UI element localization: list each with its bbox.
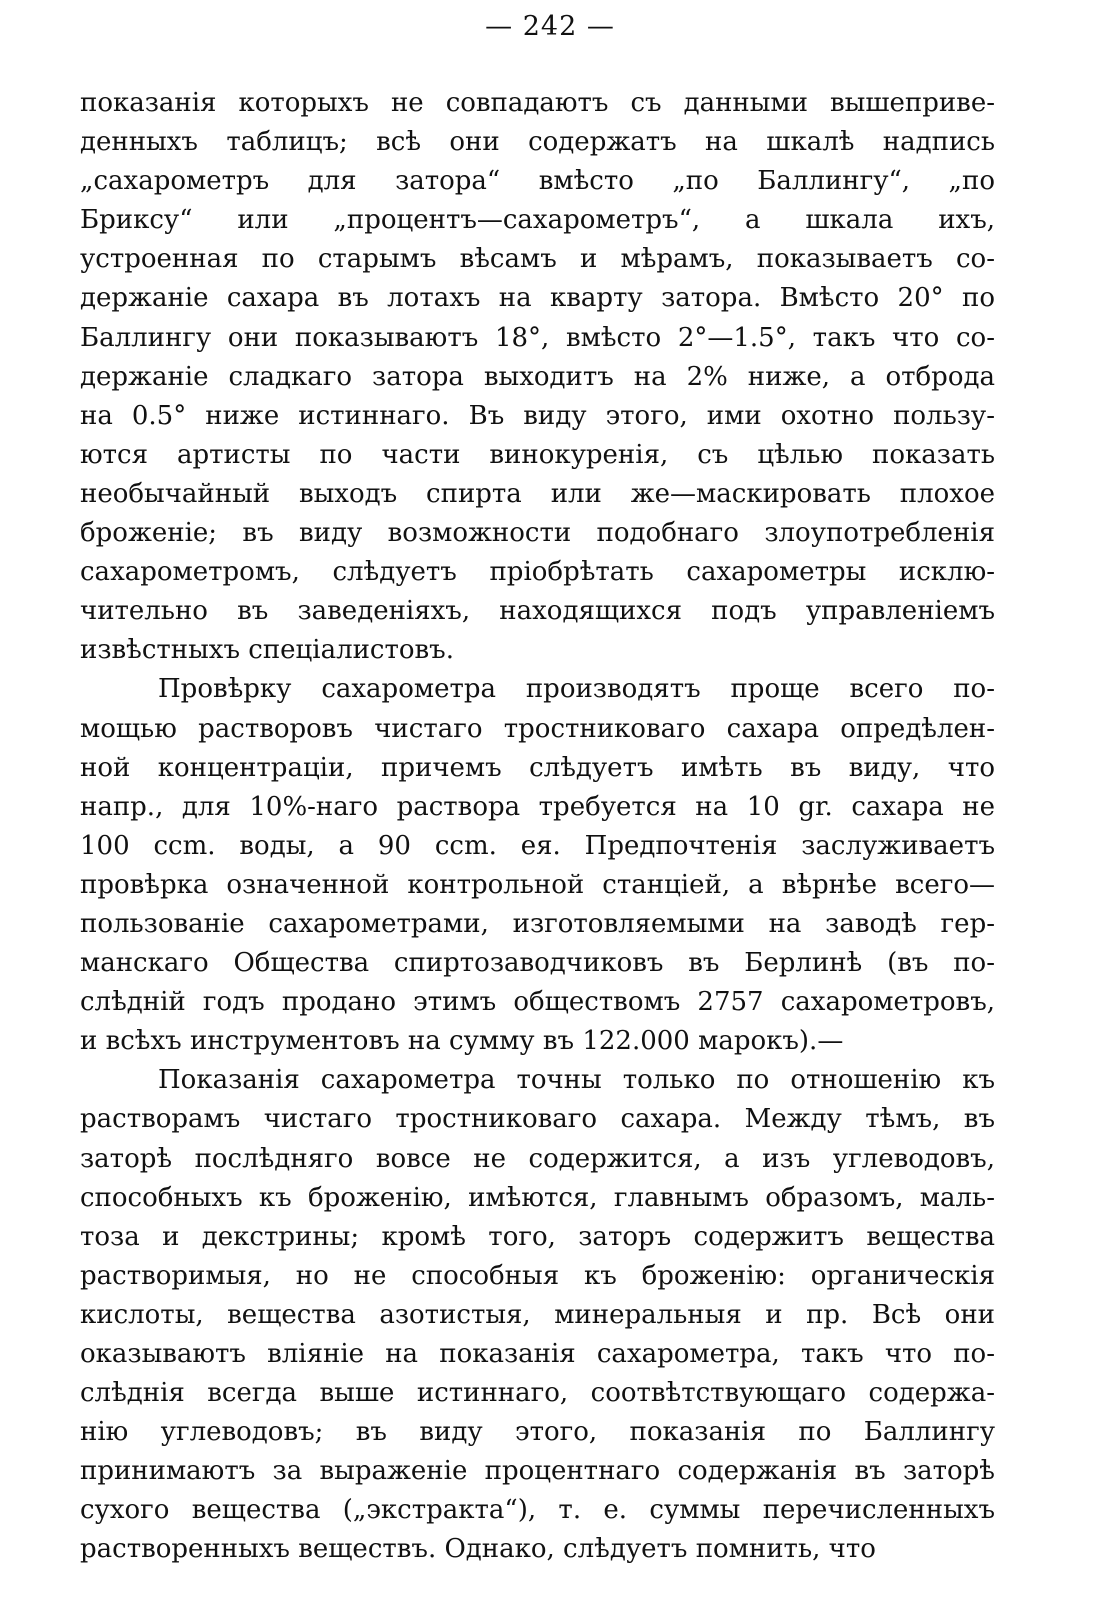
text-line: чительно въ заведеніяхъ, находящихся подъ управленіемъ <box>80 596 995 627</box>
text-line: кислоты, вещества азотистыя, минеральныя и пр. Всѣ они <box>80 1299 995 1330</box>
text-line: способныхъ къ броженію, имѣются, главнымъ образомъ, маль- <box>80 1182 995 1213</box>
text-line: слѣднія всегда выше истиннаго, соотвѣтствующаго содержа- <box>80 1378 995 1409</box>
text-line: сухого вещества („экстракта“), т. е. суммы перечисленныхъ <box>80 1495 995 1526</box>
text-line: Показанія сахарометра точны только по отношенію къ <box>158 1065 995 1096</box>
text-line: растворамъ чистаго тростниковаго сахара. Между тѣмъ, въ <box>80 1104 995 1135</box>
text-line: броженіе; въ виду возможности подобнаго злоупотребленія <box>80 518 995 549</box>
text-line: и всѣхъ инструментовъ на сумму въ 122.000 марокъ).— <box>80 1026 844 1057</box>
text-line: нію углеводовъ; въ виду этого, показанія по Баллингу <box>80 1417 995 1448</box>
text-line: показанія которыхъ не совпадаютъ съ данными вышеприве- <box>80 88 995 118</box>
text-line: Баллингу они показываютъ 18°, вмѣсто 2°—1.5°, такъ что со- <box>80 322 995 353</box>
text-line: провѣрка означенной контрольной станціей, а вѣрнѣе всего— <box>80 869 995 900</box>
text-line: извѣстныхъ спеціалистовъ. <box>80 635 454 666</box>
text-line: тоза и декстрины; кромѣ того, заторъ содержитъ вещества <box>80 1221 995 1252</box>
paragraph-2 <box>80 670 995 1061</box>
paragraph-1 <box>80 84 995 670</box>
page-number: — 242 — <box>485 11 615 42</box>
text-line: на 0.5° ниже истиннаго. Въ виду этого, ими охотно пользу- <box>80 400 995 431</box>
text-line: мощью растворовъ чистаго тростниковаго сахара опредѣлен- <box>80 713 995 744</box>
text-line: денныхъ таблицъ; всѣ они содержатъ на шкалѣ надпись <box>80 127 995 158</box>
text-line: сахарометромъ, слѣдуетъ пріобрѣтать сахарометры исклю- <box>80 557 995 588</box>
text-line: 100 ccm. воды, а 90 ccm. ея. Предпочтенія заслуживаетъ <box>80 830 995 861</box>
text-line: Провѣрку сахарометра производятъ проще всего по- <box>158 674 995 705</box>
text-line: „сахарометръ для затора“ вмѣсто „по Баллингу“, „по <box>80 166 995 197</box>
text-line: Бриксу“ или „процентъ—сахарометръ“, а шкала ихъ, <box>80 205 995 236</box>
body-text <box>80 84 995 1570</box>
text-line: растворенныхъ веществъ. Однако, слѣдуетъ помнить, что <box>80 1534 876 1565</box>
text-line: пользованіе сахарометрами, изготовляемыми на заводѣ гер- <box>80 908 995 939</box>
text-line: устроенная по старымъ вѣсамъ и мѣрамъ, показываетъ со- <box>80 244 995 275</box>
text-line: растворимыя, но не способныя къ броженію: органическія <box>80 1260 995 1291</box>
text-line: оказываютъ вліяніе на показанія сахарометра, такъ что по- <box>80 1339 995 1369</box>
text-line: манскаго Общества спиртозаводчиковъ въ Берлинѣ (въ по- <box>80 948 995 979</box>
text-line: напр., для 10%-наго раствора требуется на 10 gr. сахара не <box>80 791 995 822</box>
text-line: ются артисты по части винокуренія, съ цѣлью показать <box>80 439 995 470</box>
text-line: принимаютъ за выраженіе процентнаго содержанія въ заторѣ <box>80 1456 995 1487</box>
paragraph-3 <box>80 1061 995 1569</box>
text-line: держаніе сахара въ лотахъ на кварту затора. Вмѣсто 20° по <box>80 283 995 314</box>
text-line: ной концентраціи, причемъ слѣдуетъ имѣть въ виду, что <box>80 752 995 783</box>
text-line: необычайный выходъ спирта или же—маскировать плохое <box>80 478 995 509</box>
text-line: заторѣ послѣдняго вовсе не содержится, а изъ углеводовъ, <box>80 1143 995 1174</box>
text-line: слѣдній годъ продано этимъ обществомъ 2757 сахарометровъ, <box>80 987 995 1018</box>
text-line: держаніе сладкаго затора выходитъ на 2% ниже, а отброда <box>80 361 995 392</box>
